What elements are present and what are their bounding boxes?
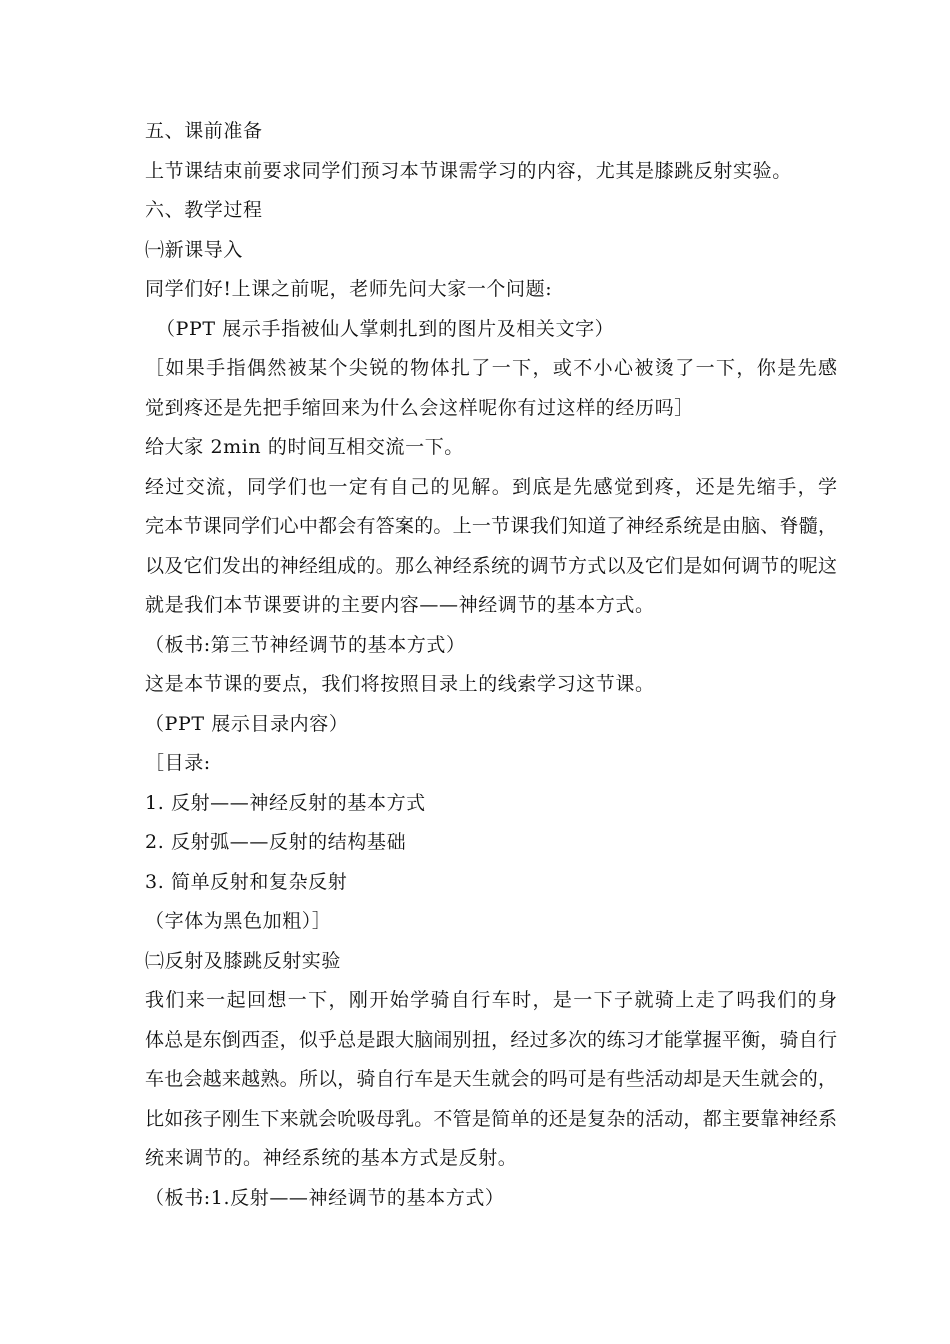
paragraph-1-line: 完本节课同学们心中都会有答案的。上一节课我们知道了神经系统是由脑、脊髓， [145, 515, 837, 537]
question-quote-line-2: 觉到疼还是先把手缩回来为什么会这样呢你有过这样的经历吗］ [145, 397, 694, 419]
greeting-paragraph: 同学们好!上课之前呢，老师先问大家一个问题: [145, 278, 553, 300]
part-1-heading: ㈠新课导入 [145, 239, 244, 261]
toc-item: 1. 反射——神经反射的基本方式 [145, 792, 426, 814]
paragraph-2-line: 比如孩子刚生下来就会吮吸母乳。不管是简单的还是复杂的活动，都主要靠神经系 [145, 1108, 837, 1130]
paragraph-2-line: 体总是东倒西歪，似乎总是跟大脑闹别扭，经过多次的练习才能掌握平衡，骑自行 [145, 1029, 837, 1051]
board-note-2: （板书:1.反射——神经调节的基本方式） [145, 1187, 505, 1209]
ppt-note-2: （PPT 展示目录内容） [145, 713, 349, 735]
paragraph-1-line: 以及它们发出的神经组成的。那么神经系统的调节方式以及它们是如何调节的呢这 [145, 555, 837, 577]
paragraph-2-line: 车也会越来越熟。所以，骑自行车是天生就会的吗可是有些活动却是天生就会的， [145, 1068, 837, 1090]
question-quote-line-1: ［如果手指偶然被某个尖锐的物体扎了一下，或不小心被烫了一下，你是先感 [145, 357, 837, 379]
toc-item: 3. 简单反射和复杂反射 [145, 871, 348, 893]
paragraph-1-line: 经过交流，同学们也一定有自己的见解。到底是先感觉到疼，还是先缩手，学 [145, 476, 837, 498]
section-6-heading: 六、教学过程 [145, 199, 263, 221]
part-2-heading: ㈡反射及膝跳反射实验 [145, 950, 342, 972]
toc-close: （字体为黑色加粗）］ [145, 910, 332, 932]
paragraph-2-line: 统来调节的。神经系统的基本方式是反射。 [145, 1147, 518, 1169]
paragraph-2-line: 我们来一起回想一下，刚开始学骑自行车时，是一下子就骑上走了吗我们的身 [145, 989, 837, 1011]
discussion-paragraph: 给大家 2min 的时间互相交流一下。 [145, 436, 464, 458]
toc-open: ［目录: [145, 752, 211, 774]
ppt-note-1: （PPT 展示手指被仙人掌刺扎到的图片及相关文字） [156, 318, 615, 340]
section-5-heading: 五、课前准备 [145, 120, 263, 142]
outline-paragraph: 这是本节课的要点，我们将按照目录上的线索学习这节课。 [145, 673, 655, 695]
section-5-text: 上节课结束前要求同学们预习本节课需学习的内容，尤其是膝跳反射实验。 [145, 160, 792, 182]
paragraph-1-line: 就是我们本节课要讲的主要内容——神经调节的基本方式。 [145, 594, 655, 616]
board-note-1: （板书:第三节神经调节的基本方式） [145, 634, 466, 656]
toc-item: 2. 反射弧——反射的结构基础 [145, 831, 407, 853]
